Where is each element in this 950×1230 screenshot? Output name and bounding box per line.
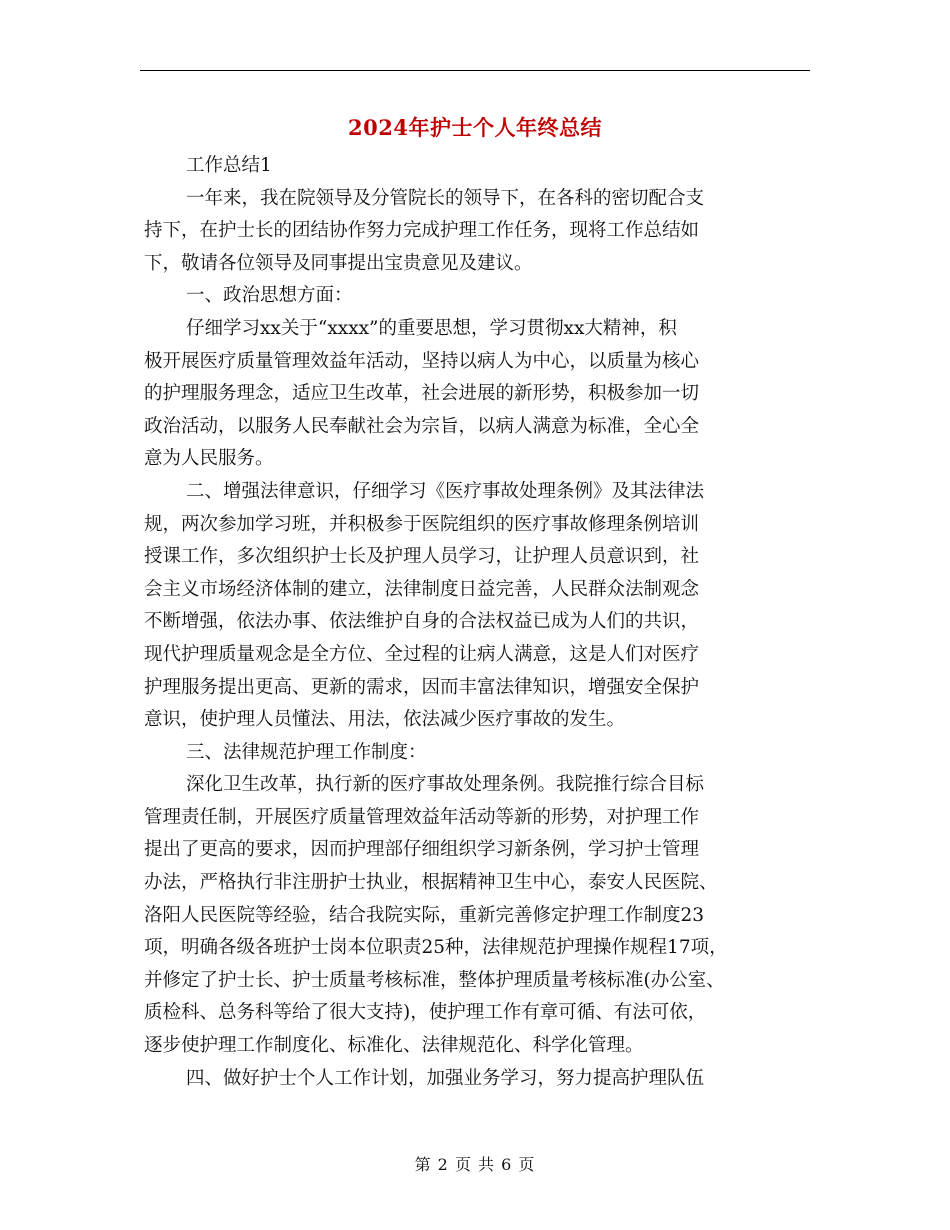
text-line: 一年来，我在院领导及分管院长的领导下，在各科的密切配合支	[186, 187, 705, 209]
text-line: 一、政治思想方面：	[186, 285, 353, 307]
text-line: 洛阳人民医院等经验，结合我院实际，重新完善修定护理工作制度23	[144, 904, 705, 926]
text-line: 管理责任制，开展医疗质量管理效益年活动等新的形势，对护理工作	[144, 806, 700, 828]
text-line: 规，两次参加学习班，并积极参于医院组织的医疗事故修理条例培训	[144, 513, 700, 535]
text-line: 护理服务提出更高、更新的需求，因而丰富法律知识，增强安全保护	[144, 676, 700, 698]
header-rule	[140, 70, 810, 71]
page-footer: 第 2 页 共 6 页	[414, 1155, 536, 1174]
text-line: 下，敬请各位领导及同事提出宝贵意见及建议。	[144, 252, 533, 274]
text-line: 办法，严格执行非注册护士执业，根据精神卫生中心，泰安人民医院、	[144, 872, 718, 894]
document-body	[144, 150, 824, 1095]
text-line: 意为人民服务。	[144, 448, 274, 470]
text-line: 提出了更高的要求，因而护理部仔细组织学习新条例，学习护士管理	[144, 839, 700, 861]
text-line: 并修定了护士长、护士质量考核标准，整体护理质量考核标准(办公室、	[144, 969, 725, 991]
text-line: 的护理服务理念，适应卫生改革，社会进展的新形势，积极参加一切	[144, 383, 700, 405]
text-line: 工作总结1	[186, 155, 272, 176]
document-title: 2024年护士个人年终总结	[348, 115, 602, 140]
text-line: 现代护理质量观念是全方位、全过程的让病人满意，这是人们对医疗	[144, 643, 700, 665]
text-line: 深化卫生改革，执行新的医疗事故处理条例。我院推行综合目标	[186, 774, 705, 796]
text-line: 政治活动，以服务人民奉献社会为宗旨，以病人满意为标准，全心全	[144, 415, 700, 437]
text-line: 意识，使护理人员懂法、用法，依法减少医疗事故的发生。	[144, 709, 626, 731]
text-line: 质检科、总务科等给了很大支持)，使护理工作有章可循、有法可依，	[144, 1002, 707, 1024]
text-line: 二、增强法律意识，仔细学习《医疗事故处理条例》及其法律法	[186, 480, 705, 502]
text-line: 四、做好护士个人工作计划，加强业务学习，努力提高护理队伍	[186, 1067, 705, 1089]
text-line: 逐步使护理工作制度化、标准化、法律规范化、科学化管理。	[144, 1035, 644, 1057]
text-line: 授课工作，多次组织护士长及护理人员学习，让护理人员意识到，社	[144, 546, 700, 568]
text-line: 极开展医疗质量管理效益年活动，坚持以病人为中心，以质量为核心	[144, 350, 700, 372]
text-line: 项，明确各级各班护士岗本位职责25种，法律规范护理操作规程17项，	[144, 937, 728, 959]
text-line: 三、法律规范护理工作制度：	[186, 741, 427, 763]
text-line: 持下，在护士长的团结协作努力完成护理工作任务，现将工作总结如	[144, 220, 700, 242]
text-line: 不断增强，依法办事、依法维护自身的合法权益已成为人们的共识，	[144, 611, 700, 633]
text-line: 会主义市场经济体制的建立，法律制度日益完善，人民群众法制观念	[144, 578, 700, 600]
text-line: 仔细学习xx关于“xxxx”的重要思想，学习贯彻xx大精神，积	[186, 317, 677, 339]
